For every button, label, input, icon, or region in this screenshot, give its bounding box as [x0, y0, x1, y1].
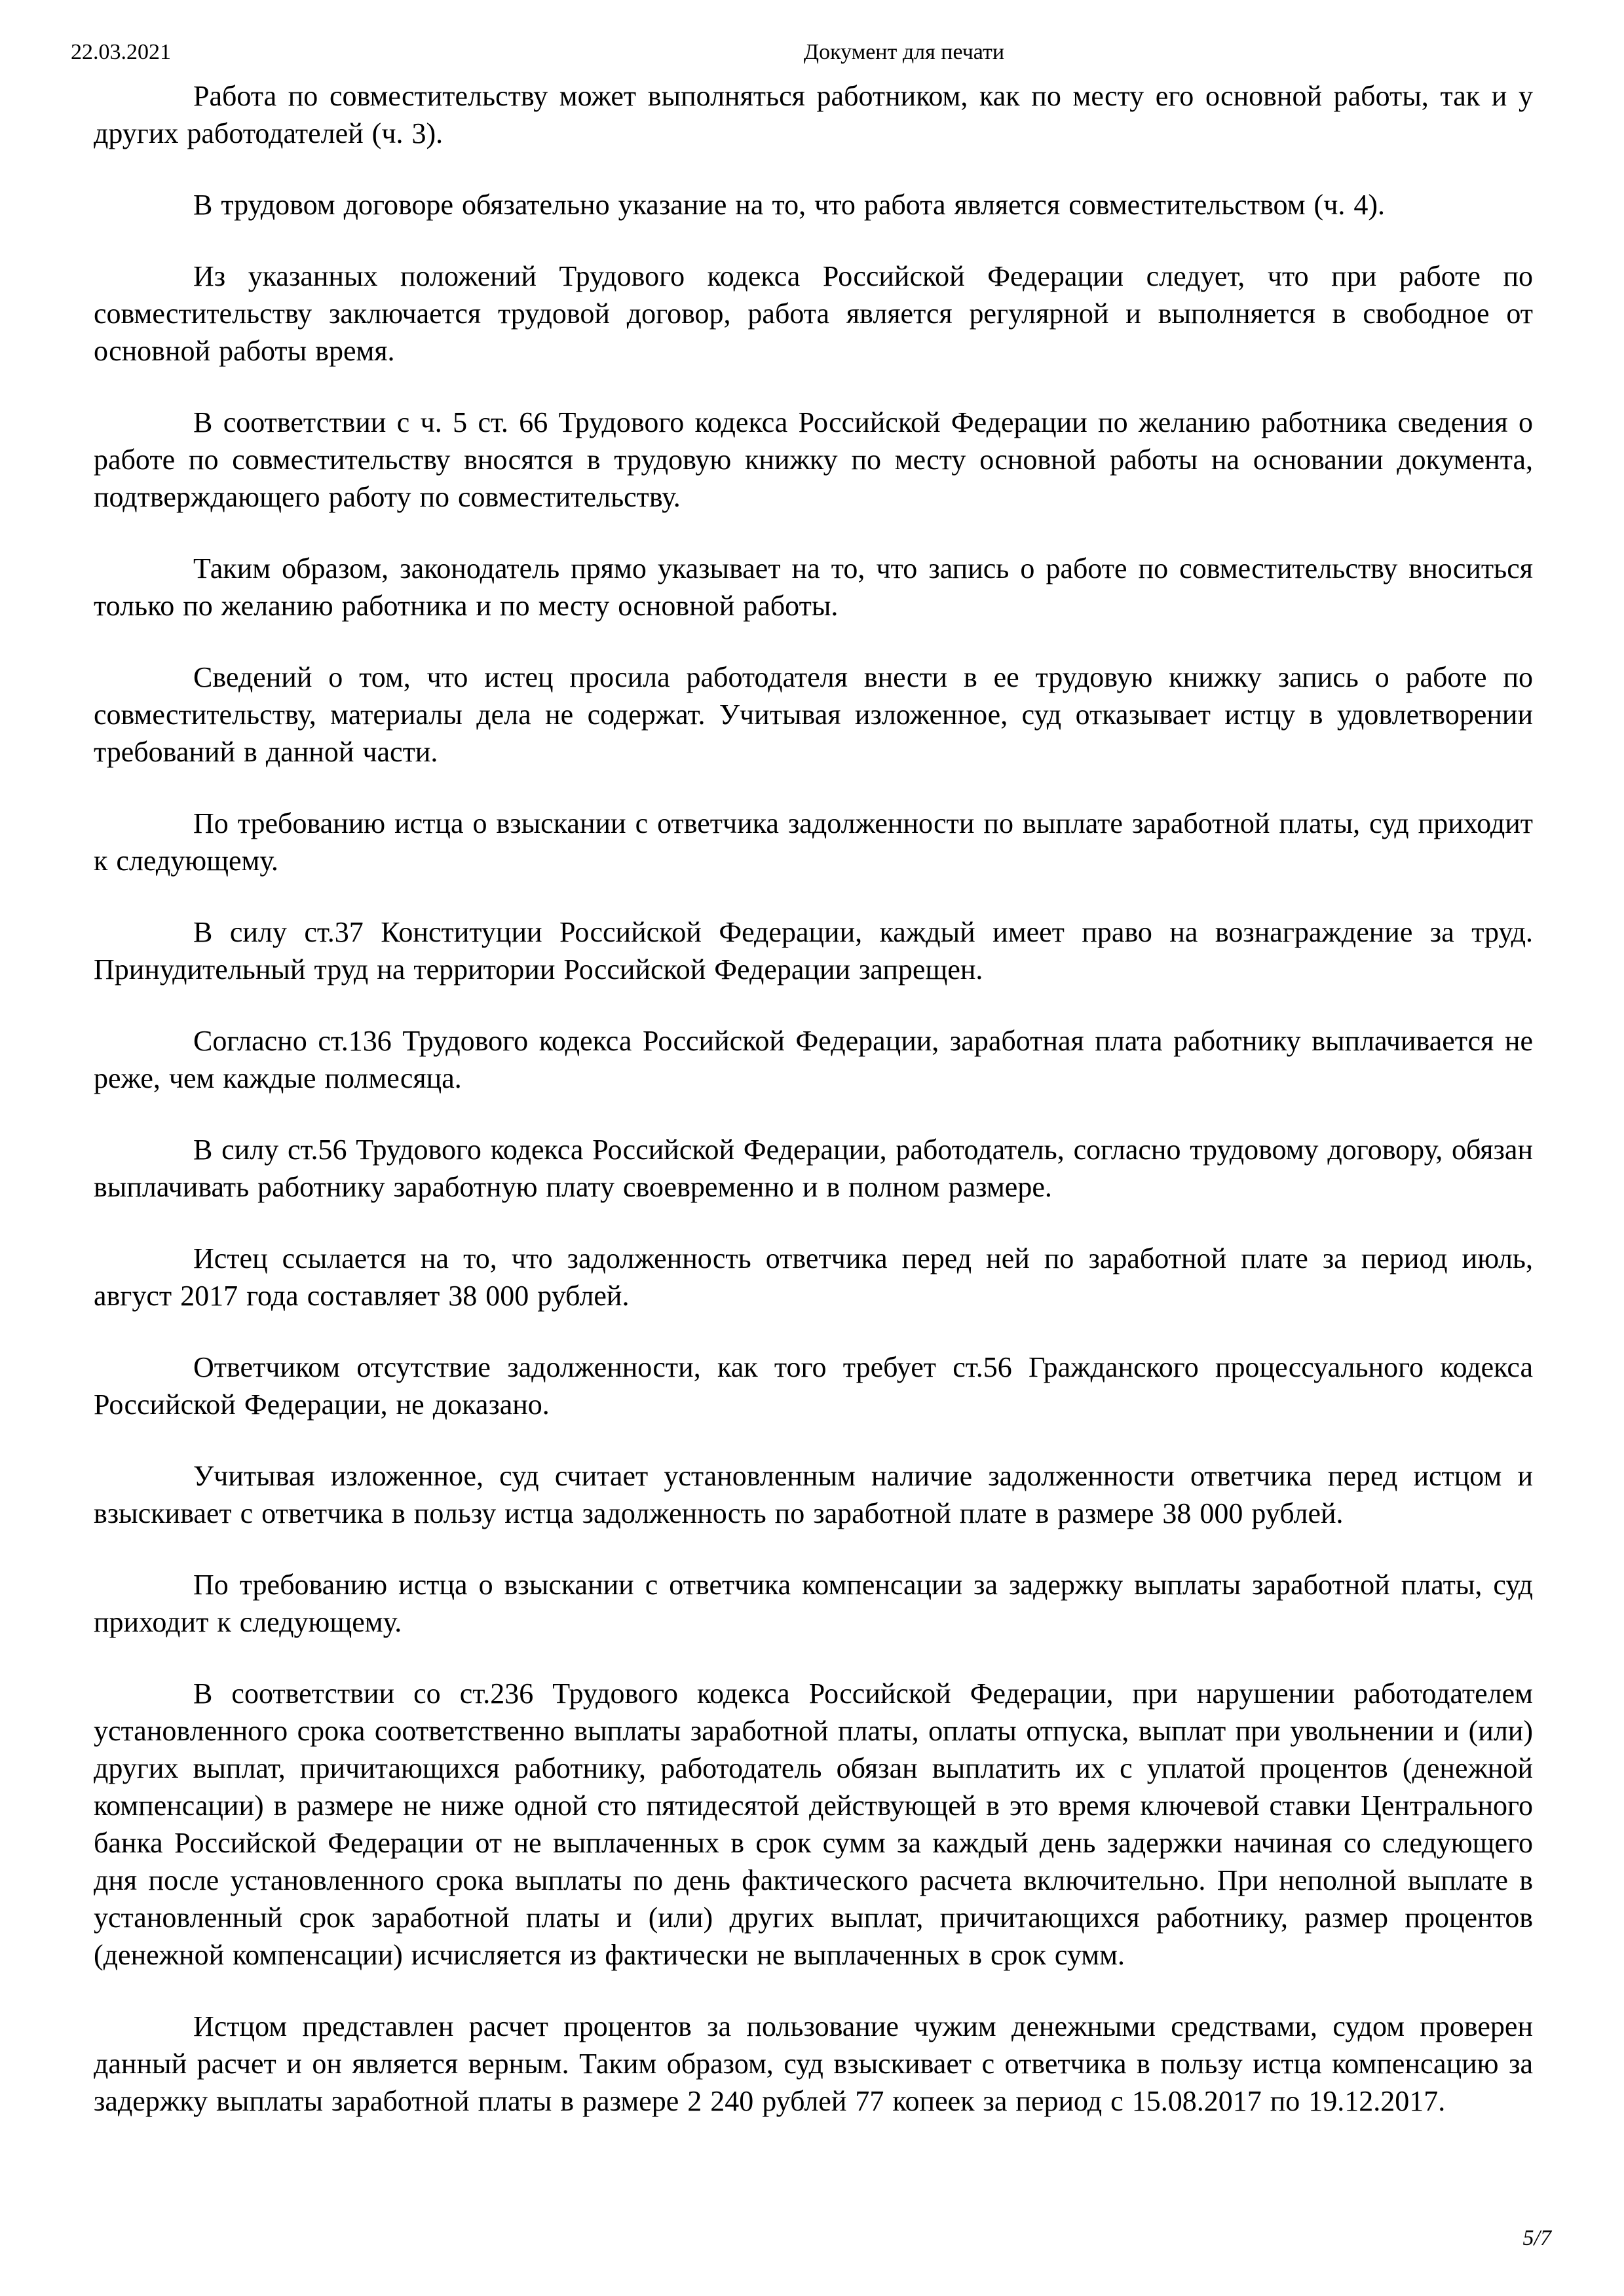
- print-date: 22.03.2021: [71, 40, 171, 64]
- paragraph: По требованию истца о взыскании с ответчика задолженности по выплате заработной платы, суд приходит к следующему.: [94, 807, 1533, 877]
- paragraph: Истец ссылается на то, что задолженность ответчика перед ней по заработной плате за период июль, август 2017 года составляет 38 000 рублей.: [94, 1242, 1533, 1312]
- document-text: [94, 77, 1533, 2154]
- paragraph: В трудовом договоре обязательно указание на то, что работа является совместительством (ч. 4).: [193, 189, 1385, 221]
- print-header: [0, 39, 1624, 68]
- page-number: 5/7: [1522, 2226, 1551, 2250]
- paragraph: Из указанных положений Трудового кодекса Российской Федерации следует, что при работе по совместительству заключается трудовой договор, работа является регулярной и выполняется в свободное от основной работы время.: [94, 260, 1533, 367]
- paragraph: Учитывая изложенное, суд считает установленным наличие задолженности ответчика перед истцом и взыскивает с ответчика в пользу истца задолженность по заработной плате в размере 38 000 рублей.: [94, 1460, 1533, 1529]
- paragraph: По требованию истца о взыскании с ответчика компенсации за задержку выплаты заработной платы, суд приходит к следующему.: [94, 1569, 1533, 1638]
- paragraph: Таким образом, законодатель прямо указывает на то, что запись о работе по совместительству вноситься только по желанию работника и по месту основной работы.: [94, 552, 1533, 622]
- paragraph: В силу ст.37 Конституции Российской Федерации, каждый имеет право на вознаграждение за труд. Принудительный труд на территории Российской Федерации запрещен.: [94, 916, 1533, 985]
- paragraph: Согласно ст.136 Трудового кодекса Российской Федерации, заработная плата работнику выплачивается не реже, чем каждые полмесяца.: [94, 1025, 1533, 1094]
- paragraph: Ответчиком отсутствие задолженности, как того требует ст.56 Гражданского процессуального кодекса Российской Федерации, не доказано.: [94, 1351, 1533, 1421]
- paragraph: Сведений о том, что истец просила работодателя внести в ее трудовую книжку запись о работе по совместительству, материалы дела не содержат. Учитывая изложенное, суд отказывает истцу в удовлетворении требований в данной части.: [94, 661, 1533, 768]
- paragraph: Работа по совместительству может выполняться работником, как по месту его основной работы, так и у других работодателей (ч. 3).: [94, 80, 1533, 149]
- paragraph: В соответствии с ч. 5 ст. 66 Трудового кодекса Российской Федерации по желанию работника сведения о работе по совместительству вносятся в трудовую книжку по месту основной работы на основании документа, подтверждающего работу по совместительству.: [94, 406, 1533, 513]
- paragraph: В силу ст.56 Трудового кодекса Российской Федерации, работодатель, согласно трудовому договору, обязан выплачивать работнику заработную плату своевременно и в полном размере.: [94, 1134, 1533, 1203]
- paragraph: В соответствии со ст.236 Трудового кодекса Российской Федерации, при нарушении работодателем установленного срока соответственно выплаты заработной платы, оплаты отпуска, выплат при увольнении и (или) других выплат, причитающихся работнику, работодатель обязан выплатить их с уплатой процентов (денежной компенсации) в размере не ниже одной сто пятидесятой действующей в это время ключевой ставки Центрального банка Российской Федерации от не выплаченных в срок сумм за каждый день задержки начиная со следующего дня после установленного срока выплаты по день фактического расчета включительно. При неполной выплате в установленный срок заработной платы и (или) других выплат, причитающихся работнику, размер процентов (денежной компенсации) исчисляется из фактически не выплаченных в срок сумм.: [94, 1677, 1533, 1971]
- document-title: Документ для печати: [803, 40, 1005, 64]
- paragraph: Истцом представлен расчет процентов за пользование чужим денежными средствами, судом проверен данный расчет и он является верным. Таким образом, суд взыскивает с ответчика в пользу истца компенсацию за задержку выплаты заработной платы в размере 2 240 рублей 77 копеек за период с 15.08.2017 по 19.12.2017.: [94, 2010, 1533, 2117]
